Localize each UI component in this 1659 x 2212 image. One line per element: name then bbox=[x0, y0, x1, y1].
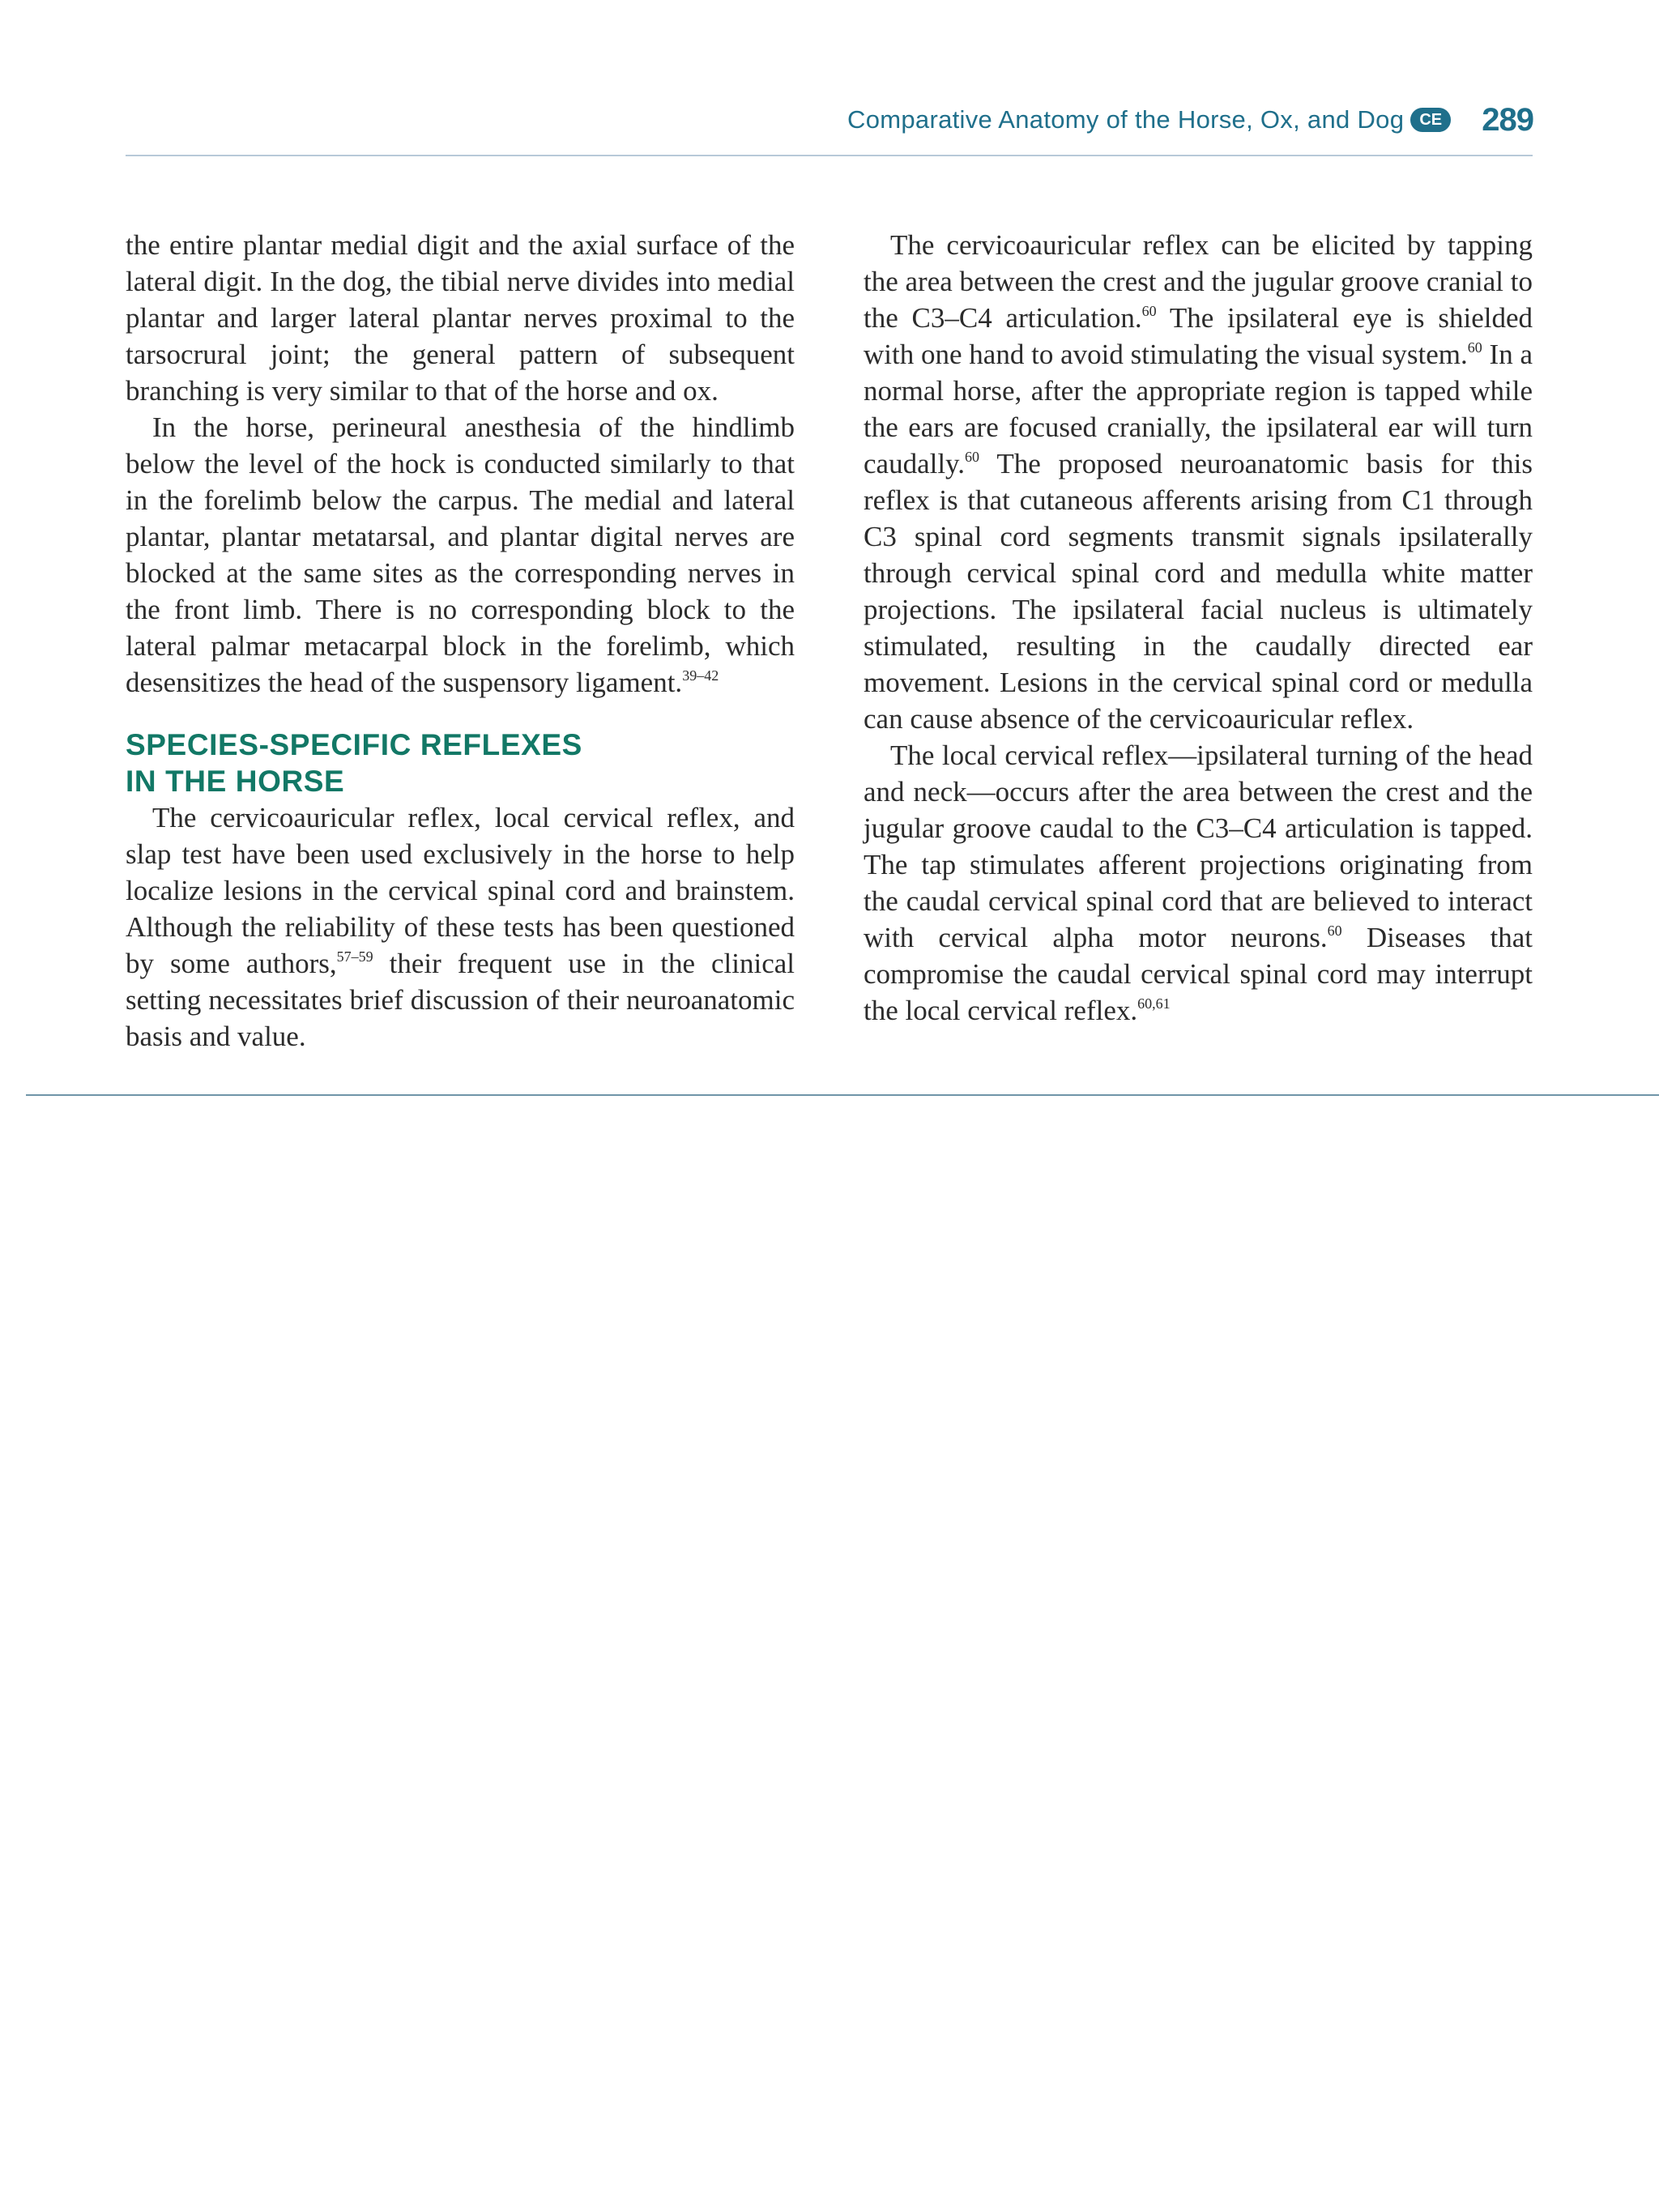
reference-superscript: 60 bbox=[965, 449, 980, 465]
bottom-divider bbox=[26, 1094, 1659, 1096]
paragraph bbox=[864, 737, 1533, 1029]
paragraph-text: The ipsilateral eye is shielded with one hand to avoid stimulating the visual system. bbox=[864, 302, 1533, 370]
running-title: Comparative Anatomy of the Horse, Ox, and Dog bbox=[847, 105, 1405, 134]
paragraph bbox=[126, 227, 795, 409]
paragraph-text: their frequent use in the clinical setting necessitates brief discussion of their neuroanatomic basis and value. bbox=[126, 948, 795, 1052]
reference-superscript: 57–59 bbox=[336, 948, 373, 965]
paragraph-text: The cervicoauricular reflex, local cervical reflex, and slap test have been used exclusively in the horse to help localize lesions in the cervical spinal cord and brainstem. Although the reliability of these tests has been questioned by some authors, bbox=[126, 802, 795, 979]
reference-superscript: 60 bbox=[1327, 923, 1342, 939]
section-heading bbox=[126, 727, 795, 799]
paragraph bbox=[126, 799, 795, 1055]
paragraph-text: The proposed neuroanatomic basis for this reflex is that cutaneous afferents arising from C1 through C3 spinal cord segments transmit signals ipsilaterally through cervical spinal cord and medulla white matter projections. The ipsilateral facial nucleus is ultimately stimulated, resulting in the caudally directed ear movement. Lesions in the cervical spinal cord or medulla can cause absence of the cervicoauricular reflex. bbox=[864, 448, 1533, 735]
page-header bbox=[126, 96, 1533, 154]
reference-superscript: 60 bbox=[1141, 303, 1157, 319]
reference-superscript: 60 bbox=[1467, 339, 1482, 356]
paragraph-text: In a normal horse, after the appropriate region is tapped while the ears are focused cranially, the ipsilateral ear will turn caudally. bbox=[864, 339, 1533, 479]
section-heading-line-1: SPECIES-SPECIFIC REFLEXES bbox=[126, 728, 582, 761]
paragraph bbox=[864, 227, 1533, 737]
paragraph-text: In the horse, perineural anesthesia of the hindlimb below the level of the hock is conducted similarly to that in the forelimb below the carpus. The medial and lateral plantar, plantar metatarsal, and plantar digital nerves are blocked at the same sites as the corresponding nerves in the front limb. There is no corresponding block to the lateral palmar metacarpal block in the forelimb, which desensitizes the head of the suspensory ligament. bbox=[126, 411, 795, 698]
reference-superscript: 60,61 bbox=[1137, 995, 1171, 1012]
header-divider bbox=[126, 155, 1533, 156]
paragraph bbox=[126, 409, 795, 701]
left-column bbox=[126, 227, 795, 1055]
section-heading-line-2: IN THE HORSE bbox=[126, 765, 345, 798]
page-number: 289 bbox=[1482, 101, 1533, 138]
right-column bbox=[864, 227, 1533, 1029]
header-group bbox=[847, 96, 1533, 144]
reference-superscript: 39–42 bbox=[682, 667, 719, 684]
paragraph-text: The local cervical reflex—ipsilateral turning of the head and neck—occurs after the area between the crest and the jugular groove caudal to the C3–C4 articulation is tapped. The tap stimulates afferent projections originating from the caudal cervical spinal cord that are believed to interact with cervical alpha motor neurons. bbox=[864, 739, 1533, 953]
paragraph-text: the entire plantar medial digit and the axial surface of the lateral digit. In the dog, the tibial nerve divides into medial plantar and larger lateral plantar nerves proximal to the tarsocrural joint; the general pattern of subsequent branching is very similar to that of the horse and ox. bbox=[126, 229, 795, 407]
ce-badge-icon: CE bbox=[1410, 108, 1451, 132]
paragraph-text: Diseases that compromise the caudal cervical spinal cord may interrupt the local cervical reflex. bbox=[864, 922, 1533, 1026]
paragraph-text: The cervicoauricular reflex can be elicited by tapping the area between the crest and the jugular groove cranial to the C3–C4 articulation. bbox=[864, 229, 1533, 334]
